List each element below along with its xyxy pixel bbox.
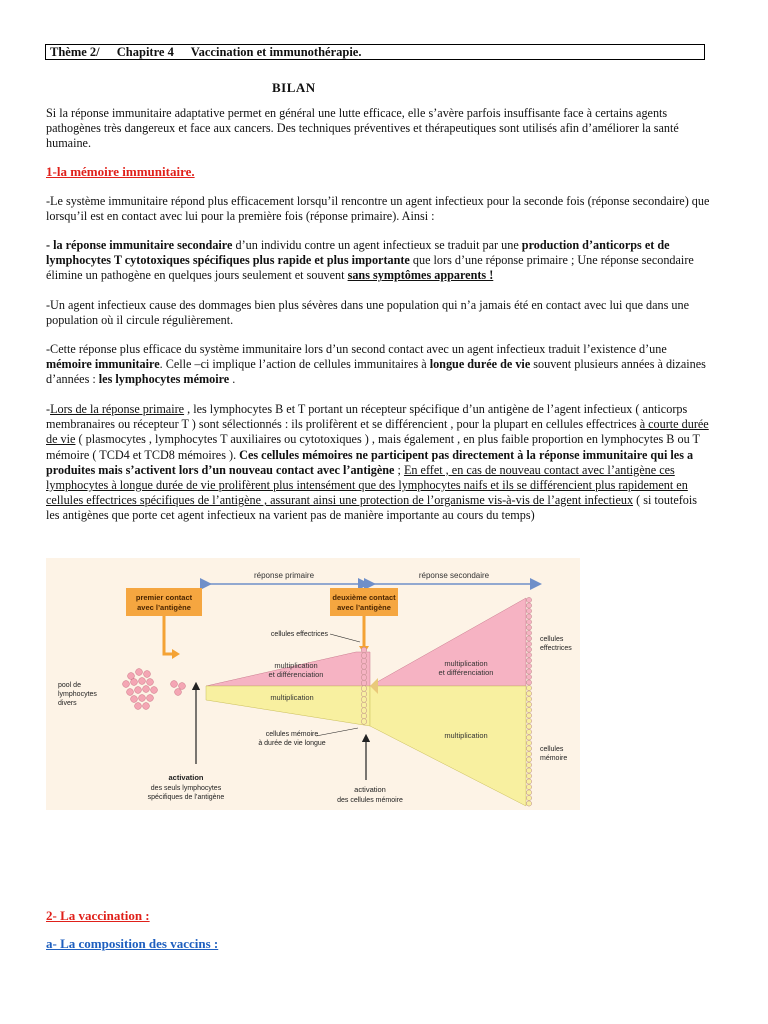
secondary-multiplication: multiplication bbox=[444, 731, 488, 740]
cell bbox=[526, 641, 531, 646]
cell bbox=[361, 691, 367, 697]
text: -Cette réponse plus efficace du système immunitaire lors d’un second contact avec un agent infectieux traduit l’existence d’une bbox=[46, 342, 667, 356]
cell bbox=[526, 636, 531, 641]
cell bbox=[526, 740, 531, 745]
cell bbox=[526, 746, 531, 751]
text-bold: les lymphocytes mémoire bbox=[98, 372, 230, 387]
pool-line-1: pool de bbox=[58, 682, 81, 689]
cell bbox=[526, 779, 531, 784]
cell bbox=[526, 680, 531, 685]
text-bold: Ces cellules mémoires ne participent pas directement à la réponse immunitaire qui les a produites mais s’activent lors d’un nouveau contact avec l’antigène bbox=[46, 447, 694, 477]
cell bbox=[361, 653, 367, 659]
activation-1-line-1: activation bbox=[168, 773, 204, 782]
text-underlined: En effet , en cas de nouveau contact avec l’antigène ces lymphocytes à longue durée de vie prolifèrent plus intensément que des lymphocytes naifs et ils se différencient plus rapidement en cellules effectrices spécifiques de l’antigène , assurant ainsi une protection de l’organisme vis-à-vis de l’agent infectieux bbox=[46, 462, 688, 508]
first-contact-line-1: premier contact bbox=[135, 593, 193, 602]
pool-line-3: divers bbox=[58, 700, 77, 707]
cell bbox=[526, 707, 531, 712]
cell bbox=[361, 647, 367, 653]
text: . Celle –ci implique l’action de cellules immunitaires à bbox=[159, 357, 430, 372]
pool-cell bbox=[139, 695, 146, 702]
cell bbox=[526, 674, 531, 679]
chapter-label: Chapitre 4 bbox=[116, 45, 174, 59]
pool-cell bbox=[143, 686, 150, 693]
text-underlined: Lors de la réponse primaire bbox=[50, 402, 185, 416]
cell bbox=[361, 708, 367, 714]
cell bbox=[526, 658, 531, 663]
right-memory-line-2: mémoire bbox=[540, 755, 568, 762]
primary-mult-diff-2: et différenciation bbox=[268, 670, 324, 679]
pool-cell bbox=[147, 679, 154, 686]
primary-memory-wedge bbox=[206, 686, 370, 726]
pool-cell bbox=[144, 671, 151, 678]
right-effector-line-2: effectrices bbox=[540, 645, 572, 652]
section-1-paragraph-1: -Le système immunitaire répond plus efficacement lorsqu’il rencontre un agent infectieux pour la seconde fois (réponse secondaire) que lorsqu’il est en contact avec lui pour la première fois (réponse primaire). Ainsi : bbox=[46, 194, 710, 224]
chapter-header bbox=[45, 44, 705, 60]
text-bold: longue durée de vie bbox=[429, 357, 531, 372]
primary-multiplication: multiplication bbox=[270, 693, 314, 702]
pool-cell bbox=[135, 687, 142, 694]
cell bbox=[526, 702, 531, 707]
cell bbox=[526, 663, 531, 668]
cell bbox=[361, 713, 367, 719]
text-bold-underlined: sans symptômes apparents ! bbox=[347, 268, 494, 283]
section-1-paragraph-5 bbox=[46, 402, 710, 524]
immune-memory-figure bbox=[46, 558, 580, 810]
memory-cells-line-2: à durée de vie longue bbox=[258, 740, 326, 747]
cell bbox=[526, 762, 531, 767]
cell bbox=[526, 608, 531, 613]
section-1-title: 1-la mémoire immunitaire. bbox=[46, 164, 195, 179]
cell bbox=[526, 696, 531, 701]
cell bbox=[361, 702, 367, 708]
text: ( si toutefois les antigènes que porte cet agent infectieux na varient pas de manière importante au cours du temps) bbox=[46, 493, 698, 523]
chapter-title: Vaccination et immunothérapie. bbox=[190, 45, 362, 59]
pool-cell bbox=[147, 695, 154, 702]
second-contact-line-2: avec l’antigène bbox=[337, 603, 391, 612]
immune-memory-diagram bbox=[46, 558, 580, 810]
section-1-paragraph-4 bbox=[46, 342, 710, 388]
first-contact-line-2: avec l’antigène bbox=[137, 603, 191, 612]
cell bbox=[526, 790, 531, 795]
cell bbox=[526, 768, 531, 773]
section-1-paragraph-2 bbox=[46, 238, 710, 284]
activation-1-line-2: des seuls lymphocytes bbox=[150, 785, 222, 792]
activation-2-line-1: activation bbox=[354, 785, 386, 794]
pool-cell bbox=[131, 696, 138, 703]
lymphocyte-pool bbox=[123, 669, 186, 710]
cell bbox=[526, 735, 531, 740]
cell bbox=[526, 724, 531, 729]
pool-cell bbox=[179, 683, 186, 690]
cell bbox=[526, 619, 531, 624]
cell bbox=[526, 795, 531, 800]
primary-mult-diff-1: multiplication bbox=[274, 661, 318, 670]
activation-1-line-3: spécifiques de l’antigène bbox=[147, 794, 225, 801]
section-2-title: 2- La vaccination : bbox=[46, 908, 150, 923]
cell bbox=[526, 630, 531, 635]
pool-cell bbox=[139, 678, 146, 685]
right-memory-line-1: cellules bbox=[540, 746, 564, 753]
text: que lors d’une réponse primaire ; Une réponse secondaire élimine un pathogène en quelques jours seulement et souvent bbox=[46, 253, 694, 283]
label-reponse-primaire: réponse primaire bbox=[253, 571, 315, 580]
cell bbox=[361, 669, 367, 675]
cell bbox=[526, 603, 531, 608]
cell bbox=[526, 685, 531, 690]
first-contact-arrow bbox=[164, 616, 174, 654]
pool-cell bbox=[135, 703, 142, 710]
pool-cell bbox=[128, 673, 135, 680]
cell bbox=[526, 718, 531, 723]
label-cellules-effectrices: cellules effectrices bbox=[270, 631, 328, 638]
text: . bbox=[229, 372, 236, 387]
text: ; bbox=[394, 462, 404, 477]
label-reponse-secondaire: réponse secondaire bbox=[418, 571, 490, 580]
cell bbox=[361, 719, 367, 725]
activation-2-line-2: des cellules mémoire bbox=[337, 797, 403, 804]
cell bbox=[361, 675, 367, 681]
cell bbox=[526, 751, 531, 756]
doc-title: BILAN bbox=[272, 80, 316, 95]
text-underlined: à courte durée de vie bbox=[46, 417, 709, 447]
theme-label: Thème 2/ bbox=[50, 45, 100, 59]
right-effector-line-1: cellules bbox=[540, 636, 564, 643]
text-bold: - la réponse immunitaire secondaire bbox=[46, 238, 233, 252]
cell bbox=[361, 664, 367, 670]
intro-paragraph: Si la réponse immunitaire adaptative permet en général une lutte efficace, elle s’avère parfois insuffisante face à certains agents pathogènes très dangereux et face aux cancers. Des techniques préventives et thérapeutiques sont utilisés afin d’améliorer la santé humaine. bbox=[46, 106, 679, 151]
cell bbox=[526, 729, 531, 734]
text-bold: production d’anticorps et de lymphocytes T cytotoxiques spécifiques plus rapide et plus importante bbox=[46, 238, 670, 268]
cell bbox=[526, 647, 531, 652]
pool-cell bbox=[131, 679, 138, 686]
text: - bbox=[46, 402, 51, 416]
secondary-mult-diff-2: et différenciation bbox=[438, 668, 494, 677]
cell bbox=[526, 713, 531, 718]
pool-cell bbox=[171, 681, 178, 688]
second-contact-line-1: deuxième contact bbox=[332, 593, 396, 602]
cell bbox=[526, 801, 531, 806]
pool-cell bbox=[136, 669, 143, 676]
cell bbox=[526, 625, 531, 630]
text: ( plasmocytes , lymphocytes T auxiliaires ou cytotoxiques ) , mais également , en plus faible proportion en lymphocytes B ou T mémoire ( TCD4 et TCD8 mémoires ). bbox=[46, 432, 700, 462]
cell bbox=[361, 680, 367, 686]
text: , les lymphocytes B et T portant un récepteur spécifique d’un antigène de l’agent infectieux ( anticorps membranaires ou récepteur T ) sont sélectionnés : ils prolifèrent et se différencient , pour la plupart en cellules effectrices bbox=[46, 402, 688, 432]
cell bbox=[526, 773, 531, 778]
pool-line-2: lymphocytes bbox=[58, 691, 97, 698]
right-cell-column bbox=[526, 597, 531, 806]
secondary-mult-diff-1: multiplication bbox=[444, 659, 488, 668]
cell bbox=[526, 652, 531, 657]
section-2a-title: a- La composition des vaccins : bbox=[46, 936, 219, 951]
cell bbox=[526, 757, 531, 762]
pool-cell bbox=[127, 689, 134, 696]
pool-cell bbox=[151, 687, 158, 694]
text: souvent plusieurs années à dizaines d’années : bbox=[46, 357, 706, 387]
cell bbox=[361, 686, 367, 692]
memory-cells-line-1: cellules mémoire bbox=[265, 731, 319, 738]
pool-cell bbox=[175, 689, 182, 696]
cell bbox=[526, 784, 531, 789]
pool-cell bbox=[143, 703, 150, 710]
pool-cell bbox=[123, 681, 130, 688]
cell bbox=[526, 669, 531, 674]
text: d’un individu contre un agent infectieux se traduit par une bbox=[232, 238, 522, 252]
cell bbox=[526, 597, 531, 602]
cell bbox=[361, 697, 367, 703]
section-1-paragraph-3: -Un agent infectieux cause des dommages bien plus sévères dans une population qui n’a jamais été en contact avec lui que dans une population où il circule régulièrement. bbox=[46, 298, 690, 328]
text-bold: mémoire immunitaire bbox=[46, 357, 160, 372]
secondary-memory-wedge bbox=[370, 686, 526, 806]
cell bbox=[526, 614, 531, 619]
cell bbox=[361, 658, 367, 664]
cell bbox=[526, 691, 531, 696]
